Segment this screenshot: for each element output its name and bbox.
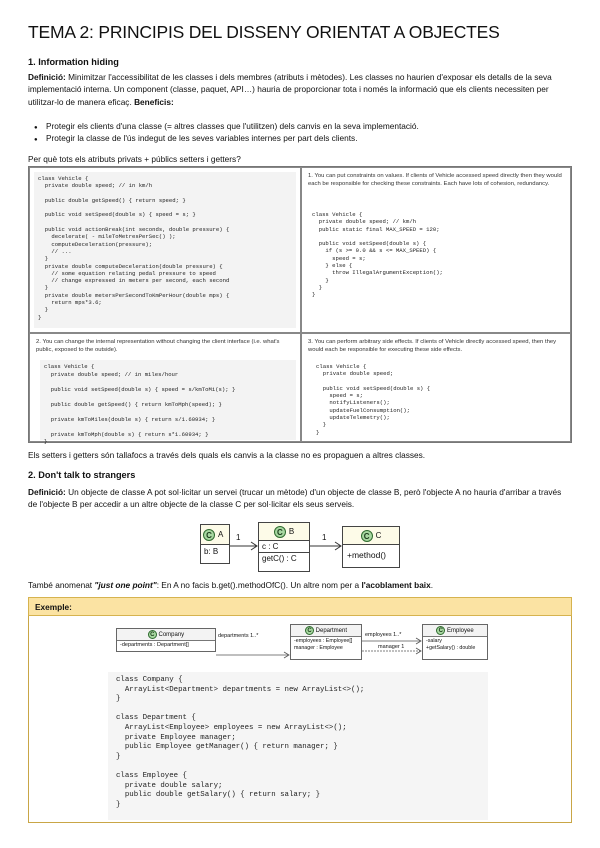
list-item: ● Protegir els clients d'una classe (= altres classes que l'utilitzen) dels canvis en la seva implementació. <box>46 120 419 132</box>
also-pre: També anomenat <box>28 580 95 590</box>
class-attribute: -employees : Employee[] <box>294 638 353 644</box>
class-icon: C <box>361 530 373 542</box>
multiplicity: 1 <box>322 533 327 542</box>
cell-caption: 2. You can change the internal representation without changing the client interface (i.e. what's public, exposed to the outside). <box>36 339 280 354</box>
code-block: class Vehicle { private double speed; public void setSpeed(double s) { speed = s; notifyListeners(); updateFuelConsumption(); updateTelemetry(); } } <box>312 360 462 432</box>
class-attribute: c : C <box>259 541 309 553</box>
multiplicity: 1 <box>236 533 241 542</box>
class-operation: +getSalary() : double <box>426 644 476 651</box>
uml-employee <box>422 624 488 660</box>
class-name: C <box>375 531 382 540</box>
class-icon: C <box>305 626 314 635</box>
also-emphasis: "just one point" <box>94 580 157 590</box>
class-operation: +method() <box>347 550 386 560</box>
question-text: Per què tots els atributs privats + públics setters i getters? <box>28 154 241 164</box>
association-label: employees 1..* <box>365 632 402 638</box>
uml-company <box>116 628 216 652</box>
example-header: Exemple: <box>28 597 572 616</box>
code-block: class Vehicle { private double speed; // km/h public static final MAX_SPEED = 120; public void setSpeed(double s) { if (s >= 0.0 && s <= MAX_SPEED) { speed = s; } else { throw IllegalArgumentException(); } } } <box>308 208 508 290</box>
definition-text: Un objecte de classe A pot sol·licitar un servei (trucar un mètode) d'un objecte de classe B, però l'objecte A no hauria d'arribar a través de l'objecte B per accedir a un altre objecte de la classe C per sol·licitar els seus serveis. <box>28 487 562 510</box>
class-name: B <box>288 527 295 536</box>
class-name: Employee <box>446 628 474 634</box>
class-operation: getC() : C <box>262 554 297 563</box>
class-attribute: manager : Employee <box>294 644 343 651</box>
code-block: class Vehicle { private double speed; // in km/h public double getSpeed() { return speed; } public void setSpeed(double s) { speed = s; } public void actionBreak(int seconds, double pressure) { decelerate( - mileToMetresPerSec() ); computeDeceleration(pressure); // ... } private double computeDeceleration(double pressure) { // some equation relating pedal pressure to speed // change expressed in meters per second, each second } private double metersPerSecondToKmPerHour(double mps) { return mps*3.6; } } <box>34 172 296 328</box>
class-attribute: -departments : Department[] <box>120 642 189 648</box>
association-label: departments 1..* <box>218 633 259 639</box>
class-name: A <box>218 530 224 539</box>
page-title: TEMA 2: PRINCIPIS DEL DISSENY ORIENTAT A OBJECTES <box>28 22 500 42</box>
class-icon: C <box>436 626 445 635</box>
definition-label: Definició: <box>28 72 66 82</box>
cell-caption: 1. You can put constraints on values. If clients of Vehicle accessed speed directly then they would each be responsible for checking these constraints. Each have lots of cohesion, redundancy. <box>308 173 562 188</box>
also-end: . <box>430 580 434 590</box>
cell-caption: 3. You can perform arbitrary side effects. If clients of Vehicle directly accessed speed, then they would each be responsible for executing these side effects. <box>308 339 557 354</box>
uml-department <box>290 624 362 660</box>
definition-text: Minimitzar l'accessibilitat de les classes i dels membres (atributs i mètodes). Les classes no haurien d'exposar els detalls de la seva implementació interna. Un component (classe, paquet, API…) hauria de proporcionar tota i només la informació que els clients necessiten per utilitzar-lo de manera eficaç. <box>28 72 552 107</box>
class-name: Department <box>315 628 348 634</box>
also-called-text <box>28 579 572 591</box>
section-heading-dont-talk: 2. Don't talk to strangers <box>28 470 136 480</box>
list-item: ● Protegir la classe de l'ús indegut de les seves variables internes per part dels clients. <box>46 132 419 144</box>
class-icon: C <box>148 630 157 639</box>
also-mid: : En A no facis b.get().methodOfC(). Un altre nom per a <box>156 580 362 590</box>
class-icon: C <box>203 529 215 541</box>
section-heading-information-hiding: 1. Information hiding <box>28 57 119 67</box>
class-attribute: -salary <box>426 638 442 644</box>
example-code-block: class Company { ArrayList<Department> departments = new ArrayList<>(); } class Department { ArrayList<Employee> employees = new ArrayList<>(); private Employee manager; public Employee getManager() { return manager; } } class Employee { private double salary; public double getSalary() { return salary; } } <box>108 672 488 820</box>
class-attribute: b: B <box>204 547 219 556</box>
code-block: class Vehicle { private double speed; // in miles/hour public void setSpeed(double s) { speed = s/kmToMi(s); } public double getSpeed() { return kmToMph(speed); } private kmToMiles(double s) { return s/1.60934; } private kmToMph(double s) { return s*1.60934; } } <box>40 360 296 440</box>
class-icon: C <box>274 526 286 538</box>
definition-label: Definició: <box>28 487 66 497</box>
also-bold: l'acoblament baix <box>361 580 431 590</box>
association-label: manager 1 <box>378 644 405 650</box>
class-name: Company <box>158 632 185 638</box>
setters-getters-note: Els setters i getters són tallafocs a través dels quals els canvis a la classe no es propaguen a altres classes. <box>28 450 426 460</box>
benefits-label: Beneficis: <box>134 96 174 107</box>
